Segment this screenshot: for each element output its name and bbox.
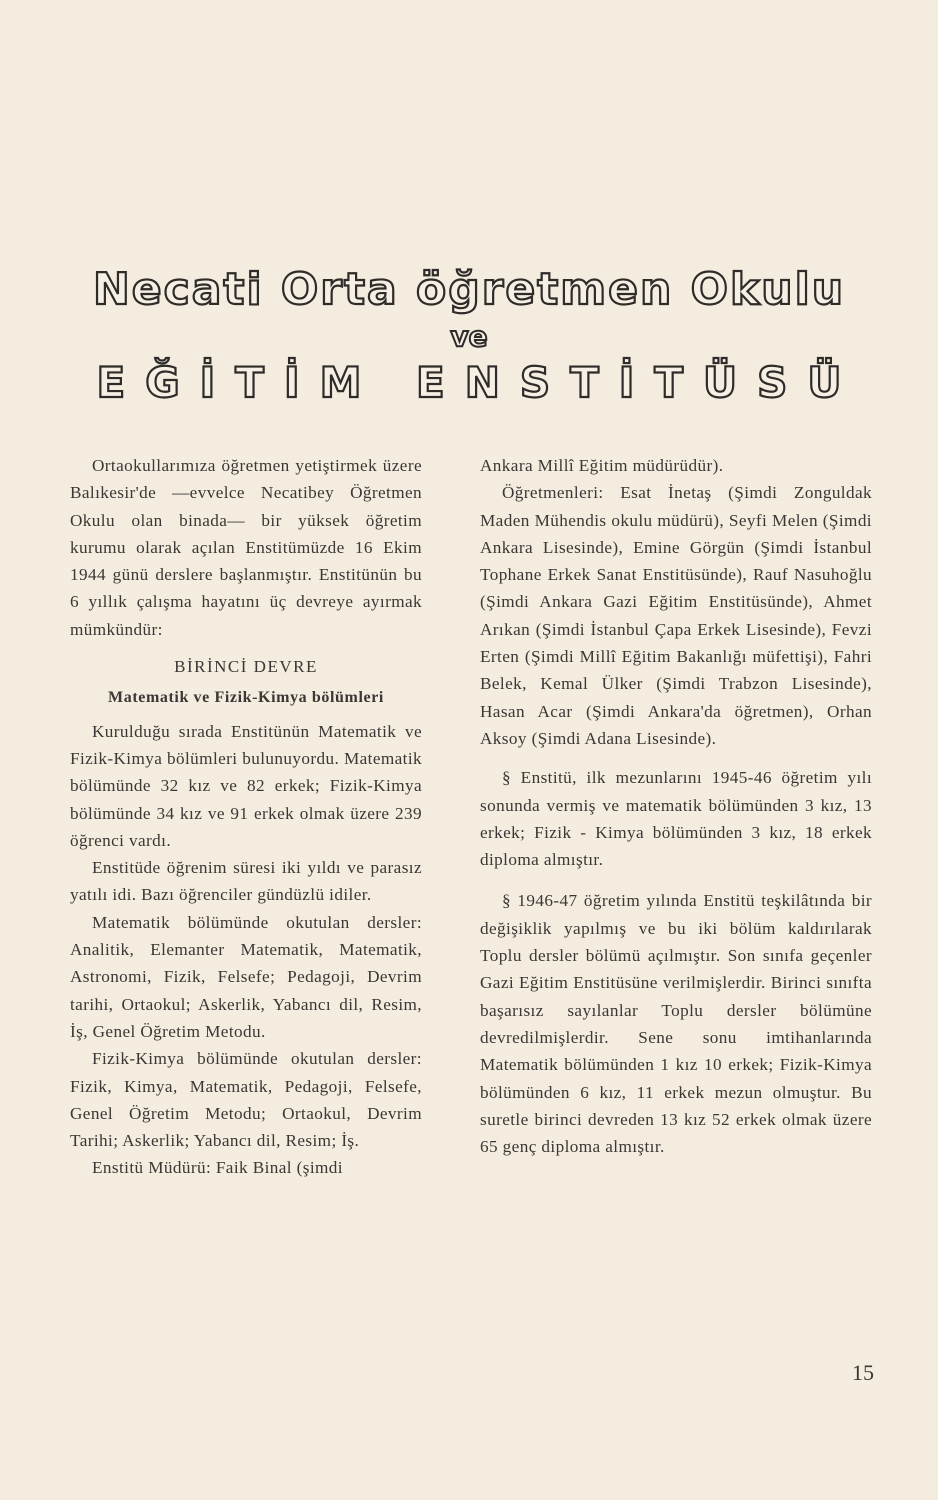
left-paragraph-1: Ortaokullarımıza öğretmen yetiştirmek üzere Balıkesir'de —evvelce Necatibey Öğretmen Okulu olan binada— bir yüksek öğretim kurumu olarak açılan Enstitümüzde 16 Ekim 1944 günü derslere başlanmıştır. Enstitünün bu 6 yıllık çalışma hayatını üç devreye ayırmak mümkündür: [70,456,422,639]
title-line-2: ve [450,320,488,353]
title-line-3: EĞİTİM ENSTİTÜSÜ [96,358,862,407]
paragraph-gap [480,873,872,887]
paragraph-gap [480,752,872,764]
left-paragraph-4: Matematik bölümünde okutulan dersler: Analitik, Elemanter Matematik, Matematik, Astronomi, Fizik, Felsefe; Pedagoji, Devrim tarihi, Ortaokul; Askerlik, Yabancı dil, Resim, İş, Genel Öğretim Metodu. [70,912,422,1041]
section-heading: BİRİNCİ DEVRE [174,657,318,677]
right-paragraph-3: § Enstitü, ilk mezunlarını 1945-46 öğretim yılı sonunda vermiş ve matematik bölümünden 3 kız, 13 erkek; Fizik - Kimya bölümünden 3 kız, 18 erkek diploma almıştır. [480,768,872,870]
right-paragraph-4: § 1946-47 öğretim yılında Enstitü teşkilâtında bir değişiklik yapılmış ve bu iki bölüm kaldırılarak Toplu dersler bölümü açılmıştır. Son sınıfa geçenler Gazi Eğitim Enstitüsüne verilmişlerdir. Birinci sınıfta başarısız sayılanlar Toplu dersler bölümüne devredilmişlerdir. Sene sonu imtihanlarında Matematik bölümünden 1 kız 10 erkek; Fizik-Kimya bölümünden 6 kız, 11 erkek mezun olmuştur. Bu suretle birinci devreden 13 kız 52 erkek olmak üzere 65 genç diploma almıştır. [480,891,872,1157]
left-paragraph-2: Kurulduğu sırada Enstitünün Matematik ve Fizik-Kimya bölümleri bulunuyordu. Matematik bölümünde 32 kız ve 82 erkek; Fizik-Kimya bölümünde 34 kız ve 91 erkek olmak üzere 239 öğrenci vardı. [70,721,422,850]
title-line-1: Necati Orta öğretmen Okulu [92,264,846,315]
page-number: 15 [852,1360,874,1385]
right-paragraph-1: Ankara Millî Eğitim müdürüdür). [480,456,724,475]
right-paragraph-2: Öğretmenleri: Esat İnetaş (Şimdi Zonguldak Maden Mühendis okulu müdürü), Seyfi Melen (Şimdi Ankara Lisesinde), Emine Görgün (Şimdi İstanbul Tophane Erkek Sanat Enstitüsünde), Rauf Nasuhoğlu (Şimdi Ankara Gazi Eğitim Enstitüsünde), Ahmet Arıkan (Şimdi İstanbul Çapa Erkek Lisesinde), Fevzi Erten (Şimdi Millî Eğitim Bakanlığı müfettişi), Fahri Belek, Kemal Ülker (Şimdi Trabzon Lisesinde), Hasan Acar (Şimdi Ankara'da öğretmen), Orhan Aksoy (Şimdi Adana Lisesinde). [480,483,872,748]
title-block [0,262,938,410]
left-paragraph-3: Enstitüde öğrenim süresi iki yıldı ve parasız yatılı idi. Bazı öğrenciler gündüzlü idiler. [70,858,422,905]
left-paragraph-5: Fizik-Kimya bölümünde okutulan dersler: Fizik, Kimya, Matematik, Pedagoji, Felsefe, Genel Öğretim Metodu; Ortaokul, Devrim Tarihi; Askerlik; Yabancı dil, Resim; İş. [70,1049,422,1151]
left-column [70,452,422,1182]
left-paragraph-6: Enstitü Müdürü: Faik Binal (şimdi [92,1158,343,1178]
section-subheading: Matematik ve Fizik-Kimya bölümleri [108,689,384,707]
right-column [480,452,872,1160]
